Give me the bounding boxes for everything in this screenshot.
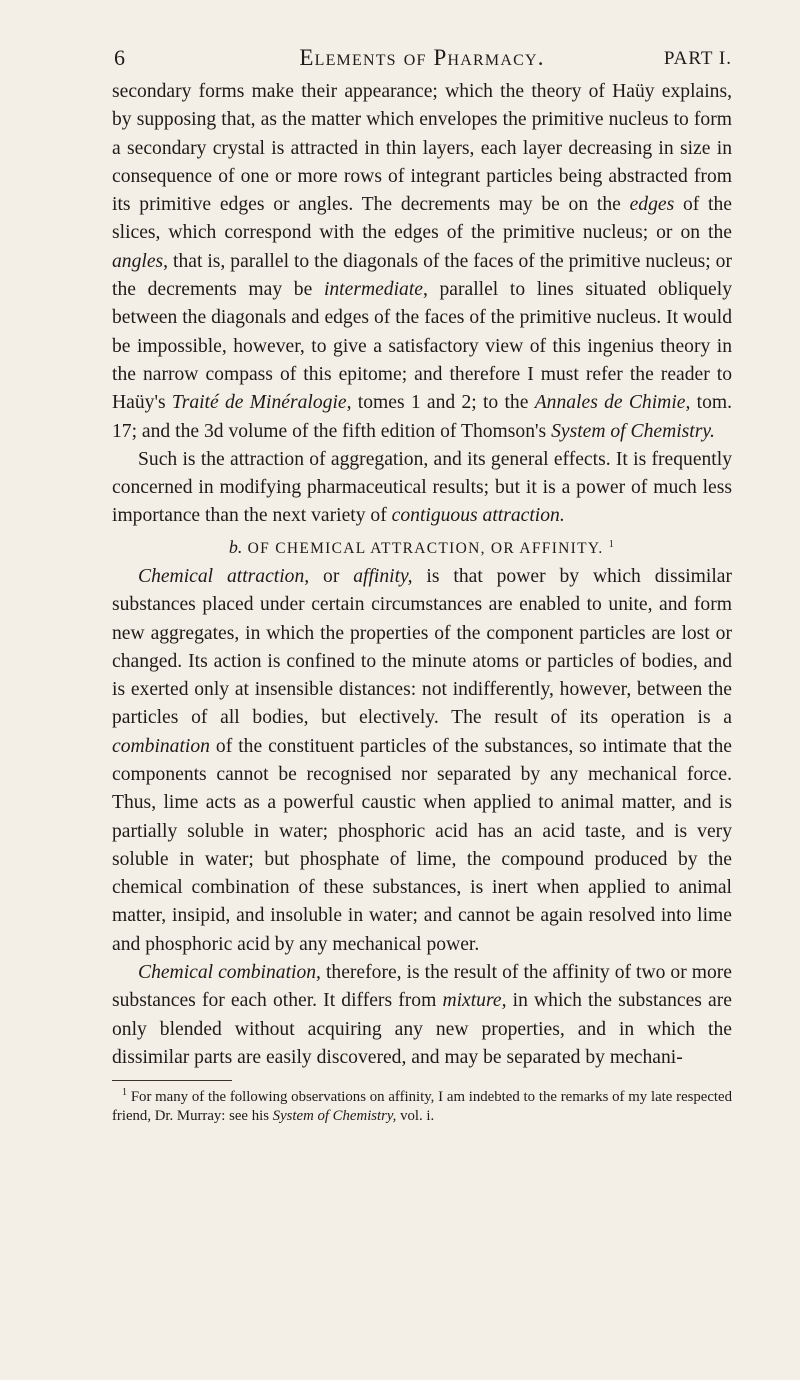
italic-term-affinity: affinity, bbox=[353, 565, 413, 587]
paragraph-chemical-combination bbox=[112, 959, 732, 1072]
text-run: secondary forms make their appearance; which the theory of Haüy explains, by supposing that, as the matter which envelopes the primitive nucleus to form a secondary crystal is attracted in thin layers, each layer decreasing in size in consequence of one or more rows of integrant particles being abstracted from its primitive edges or angles. The decrements may be on the bbox=[112, 81, 732, 216]
text-run: in which the substances are only blended without acquiring any new properties, and in which the dissimilar parts are easily discovered, and may be separated by mechani- bbox=[112, 990, 732, 1068]
italic-term-contiguous: contiguous attraction. bbox=[391, 505, 565, 527]
italic-term-combination: combination bbox=[112, 735, 210, 757]
paragraph-crystal-theory bbox=[112, 78, 732, 446]
footnote-text: vol. i. bbox=[396, 1108, 435, 1125]
text-run: tomes 1 and 2; to the bbox=[351, 392, 535, 414]
part-label: PART I. bbox=[663, 48, 732, 69]
italic-term-intermediate: intermediate bbox=[323, 279, 423, 301]
citation-traite: Traité de Minéralogie, bbox=[171, 392, 352, 414]
italic-term-chemical-combination: Chemical combination, bbox=[138, 962, 321, 984]
footnote-text: For many of the following observations on affinity, I am indebted to the remarks of my late respected friend, Dr. Murray: see his bbox=[112, 1089, 733, 1125]
running-title: Elements of Pharmacy. bbox=[299, 45, 545, 70]
text-run: , parallel to lines situated obliquely between the diagonals and edges of the faces of the primitive nucleus. It would be impossible, however, to give a satisfactory view of this ingenius theory in the narrow compass of this epitome; and therefore I must refer the reader to Haüy's bbox=[112, 279, 732, 414]
footnote-mark: 1 bbox=[122, 1087, 127, 1099]
text-run: Such is the attraction of aggregation, and its general effects. It is frequently concerned in modifying pharmaceutical results; but it is a power of much less importance than the next variety of bbox=[112, 448, 732, 527]
text-run: is that power by which dissimilar substances placed under certain circumstances are enabled to unite, and form new aggregates, in which the properties of the component particles are lost or changed. Its action is confined to the minute atoms or particles of bodies, and is exerted only at insensible distances: not indifferently, however, between the particles of all bodies, but electively. The result of its operation is a bbox=[112, 565, 732, 729]
footnote-divider bbox=[112, 1080, 232, 1081]
footnote-reference[interactable]: 1 bbox=[608, 538, 616, 550]
page-number: 6 bbox=[114, 45, 125, 70]
italic-term-mixture: mixture, bbox=[442, 990, 507, 1012]
italic-term-edges: edges bbox=[629, 194, 675, 216]
italic-term-chemical-attraction: Chemical attraction, bbox=[138, 565, 310, 587]
text-run: , that is, parallel to the diagonals of the faces of the primitive nucleus; or the decrements may be bbox=[112, 250, 732, 301]
section-title: OF CHEMICAL ATTRACTION, OR AFFINITY. bbox=[247, 539, 604, 557]
running-head bbox=[112, 0, 732, 78]
citation-annales: Annales de Chimie, bbox=[534, 392, 691, 414]
text-run: or bbox=[309, 565, 354, 587]
italic-term-angles: angles bbox=[112, 250, 164, 272]
section-heading bbox=[112, 531, 732, 563]
paragraph-chemical-attraction bbox=[112, 563, 732, 959]
footnote bbox=[112, 1083, 732, 1126]
citation-system: System of Chemistry. bbox=[551, 420, 715, 442]
text-run: of the constituent particles of the substances, so intimate that the components cannot be recognised nor separated by any mechanical force. Thus, lime acts as a powerful caustic when applied to animal matter, and is partially soluble in water; phosphoric acid has an acid taste, and is very soluble in water; but phosphate of lime, the compound produced by the chemical combination of these substances, is inert when applied to animal matter, insipid, and insoluble in water; and cannot be again resolved into lime and phosphoric acid by any mechanical power. bbox=[112, 735, 732, 955]
text-run: of the slices, which correspond with the edges of the primitive nucleus; or on the bbox=[112, 194, 732, 244]
body-text bbox=[112, 78, 732, 1072]
text-run: therefore, is the result of the affinity of two or more substances for each other. It differs from bbox=[112, 962, 733, 1012]
footnote-citation: System of Chemistry, bbox=[272, 1108, 397, 1125]
section-letter: b. bbox=[228, 536, 243, 557]
text-run: tom. 17; and the 3d volume of the fifth edition of Thomson's bbox=[112, 392, 733, 442]
paragraph-aggregation bbox=[112, 446, 732, 531]
